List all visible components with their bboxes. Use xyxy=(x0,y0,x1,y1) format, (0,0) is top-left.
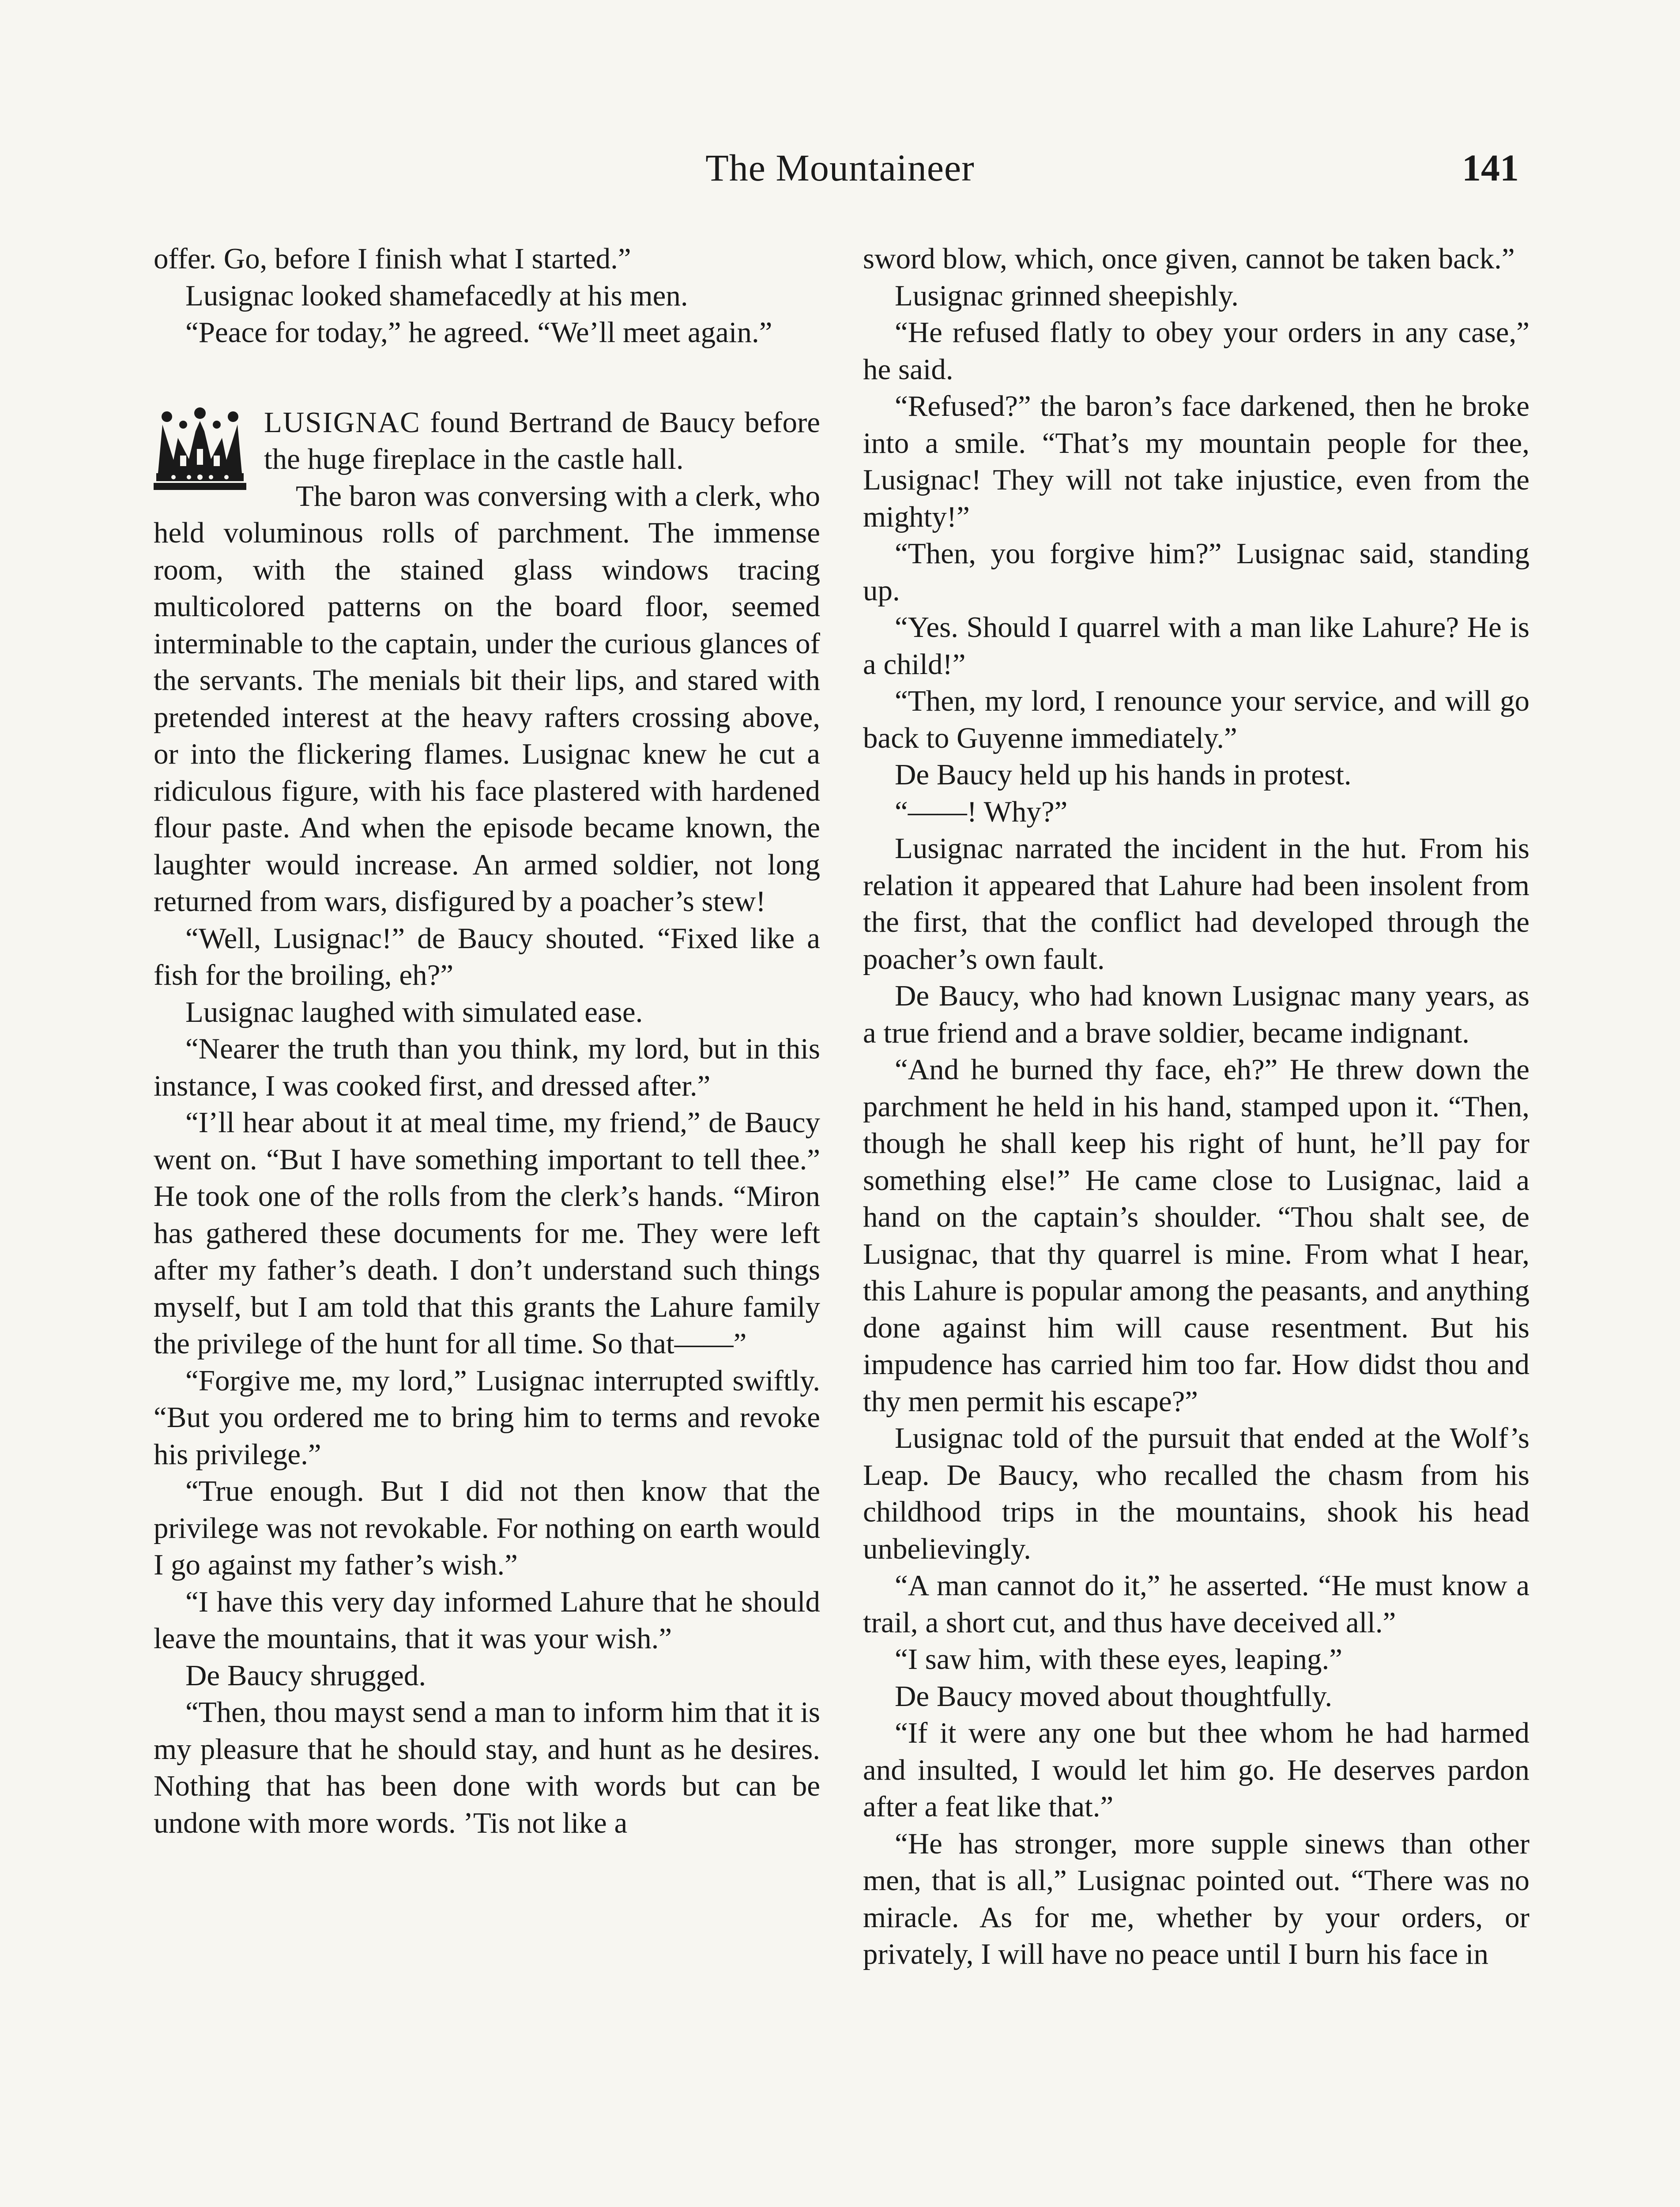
paragraph: Lusignac narrated the incident in the hut. From his relation it appeared that Lahure had been insolent from the first, that the conflict had developed through the poacher’s own fault. xyxy=(863,832,1529,975)
paragraph: Lusignac told of the pursuit that ended at the Wolf’s Leap. De Baucy, who recalled the chasm from his childhood trips in the mountains, shook his head unbelievingly. xyxy=(863,1422,1529,1565)
paragraph: “——! Why?” xyxy=(895,795,1068,828)
paragraph: De Baucy shrugged. xyxy=(185,1659,426,1692)
running-title: The Mountaineer xyxy=(705,147,975,189)
section-lead-rest: found Bertrand de Baucy before the huge fireplace in the castle hall. xyxy=(264,406,820,475)
paragraph: “Peace for today,” he agreed. “We’ll meet again.” xyxy=(185,316,772,349)
paragraph: The baron was conversing with a clerk, who held voluminous rolls of parchment. The immense room, with the stained glass windows tracing multicolored patterns on the board floor, seemed interminable to the captain, under the curious glances of the servants. The menials bit their lips, and stared with pretended interest at the heavy rafters crossing above, or into the flickering flames. Lusignac knew he cut a ridiculous figure, with his face plastered with hardened flour paste. And when the episode became known, the laughter would increase. An armed soldier, not long returned from wars, disfigured by a poacher’s stew! xyxy=(154,479,820,918)
paragraph: “I saw him, with these eyes, leaping.” xyxy=(895,1643,1342,1676)
paragraph: “He refused flatly to obey your orders in any case,” he said. xyxy=(863,316,1529,386)
paragraph: “Then, thou mayst send a man to inform him that it is my pleasure that he should stay, and hunt as he desires. Nothing that has been done with words but can be undone with more words. ’Tis not like a xyxy=(154,1696,820,1839)
paragraph: “Nearer the truth than you think, my lord, but in this instance, I was cooked first, and dressed after.” xyxy=(154,1032,820,1102)
left-column xyxy=(154,241,820,1842)
paragraph: Lusignac looked shamefacedly at his men. xyxy=(185,279,688,312)
paragraph: “Then, my lord, I renounce your service, and will go back to Guyenne immediately.” xyxy=(863,685,1529,754)
paragraph: De Baucy moved about thoughtfully. xyxy=(895,1680,1333,1713)
page-number: 141 xyxy=(1462,147,1519,189)
paragraph: De Baucy, who had known Lusignac many years, as a true friend and a brave soldier, became indignant. xyxy=(863,979,1529,1049)
paragraph: De Baucy held up his hands in protest. xyxy=(895,758,1352,791)
paragraph: “A man cannot do it,” he asserted. “He must know a trail, a short cut, and thus have deceived all.” xyxy=(863,1569,1529,1639)
paragraph: “If it were any one but thee whom he had harmed and insulted, I would let him go. He deserves pardon after a feat like that.” xyxy=(863,1717,1529,1823)
section-lead-word: LUSIGNAC xyxy=(264,406,421,439)
paragraph: “Refused?” the baron’s face darkened, then he broke into a smile. “That’s my mountain people for thee, Lusignac! They will not take injustice, even from the mighty!” xyxy=(863,390,1529,533)
paragraph: offer. Go, before I finish what I started.” xyxy=(154,242,631,275)
paragraph: “Then, you forgive him?” Lusignac said, standing up. xyxy=(863,537,1529,607)
page-header xyxy=(0,146,1680,207)
paragraph: “He has stronger, more supple sinews than other men, that is all,” Lusignac pointed out. “There was no miracle. As for me, whether by your orders, or privately, I will have no peace until I burn his face in xyxy=(863,1827,1529,1970)
crown-icon xyxy=(154,407,246,495)
paragraph: “And he burned thy face, eh?” He threw down the parchment he held in his hand, stamped upon it. “Then, though he shall keep his right of hunt, he’ll pay for something else!” He came close to Lusignac, laid a hand on the captain’s shoulder. “Thou shalt see, de Lusignac, that thy quarrel is mine. From what I hear, this Lahure is popular among the peasants, and anything done against him will cause resentment. But his impudence has carried him too far. How didst thou and thy men permit his escape?” xyxy=(863,1053,1529,1418)
paragraph: Lusignac laughed with simulated ease. xyxy=(185,995,643,1028)
paragraph: “I’ll hear about it at meal time, my friend,” de Baucy went on. “But I have something important to tell thee.” He took one of the rolls from the clerk’s hands. “Miron has gathered these documents for me. They were left after my father’s death. I don’t understand such things myself, but I am told that this grants the Lahure family the privilege of the hunt for all time. So that——” xyxy=(154,1106,820,1360)
paragraph: sword blow, which, once given, cannot be taken back.” xyxy=(863,242,1515,275)
paragraph: “I have this very day informed Lahure that he should leave the mountains, that it was your wish.” xyxy=(154,1585,820,1655)
paragraph: “Yes. Should I quarrel with a man like Lahure? He is a child!” xyxy=(863,611,1529,681)
right-column xyxy=(863,241,1529,1973)
section-opening-paragraph xyxy=(154,404,820,478)
paragraph: Lusignac grinned sheepishly. xyxy=(895,279,1239,312)
paragraph: “Forgive me, my lord,” Lusignac interrupted swiftly. “But you ordered me to bring him to terms and revoke his privilege.” xyxy=(154,1364,820,1471)
paragraph: “True enough. But I did not then know that the privilege was not revokable. For nothing on earth would I go against my father’s wish.” xyxy=(154,1475,820,1581)
paragraph: “Well, Lusignac!” de Baucy shouted. “Fixed like a fish for the broiling, eh?” xyxy=(154,922,820,991)
